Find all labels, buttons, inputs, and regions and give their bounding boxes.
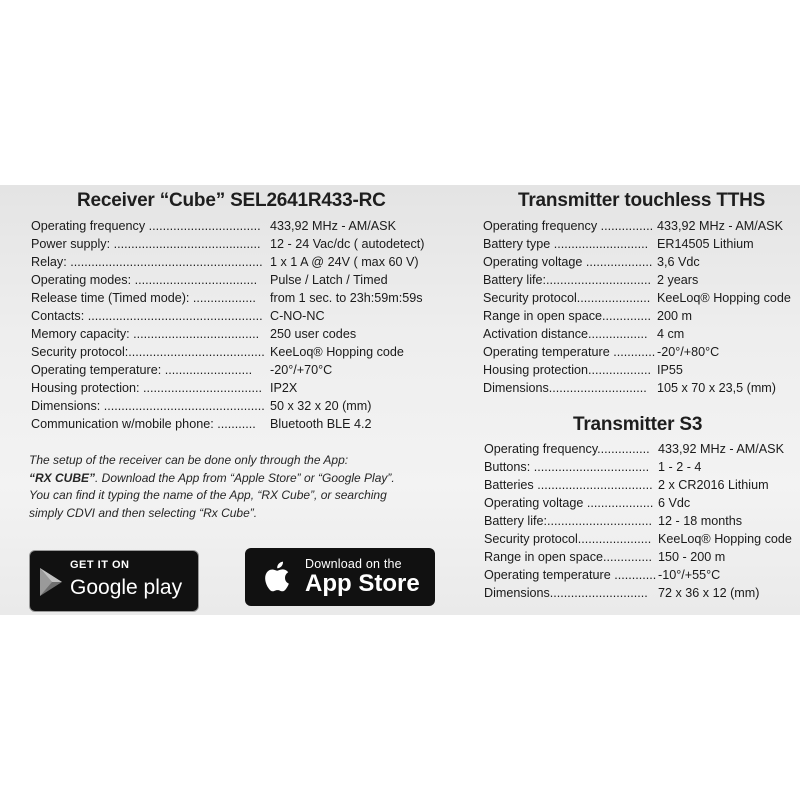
s3-spec-list [484,442,798,604]
s3-spec-label: Operating voltage ................... [484,496,654,510]
tths-spec-label: Battery life:.............................. [483,273,651,287]
tths-spec-row [483,381,798,399]
google-badge-small-text: GET IT ON [70,559,130,571]
receiver-spec-label: Release time (Timed mode): .................. [31,291,256,305]
receiver-spec-value: 50 x 32 x 20 (mm) [270,399,372,413]
s3-spec-row [484,442,798,460]
receiver-spec-row [31,381,451,399]
s3-spec-value: 2 x CR2016 Lithium [658,478,769,492]
receiver-spec-label: Contacts: .................................................. [31,309,263,323]
s3-spec-row [484,478,798,496]
receiver-spec-value: Pulse / Latch / Timed [270,273,388,287]
receiver-spec-value: Bluetooth BLE 4.2 [270,417,372,431]
s3-spec-value: 1 - 2 - 4 [658,460,702,474]
s3-spec-row [484,532,798,550]
tths-spec-row [483,291,798,309]
tths-spec-value: 3,6 Vdc [657,255,700,269]
desc-line-1: The setup of the receiver can be done only through the App: [29,453,349,467]
desc-line-3: You can find it typing the name of the App, “RX Cube”, or searching [29,488,387,502]
s3-spec-label: Operating temperature ............ [484,568,657,582]
apple-icon [261,557,295,597]
receiver-spec-row [31,291,451,309]
receiver-spec-row [31,417,451,435]
s3-spec-label: Operating frequency............... [484,442,650,456]
tths-spec-row [483,273,798,291]
tths-spec-value: 105 x 70 x 23,5 (mm) [657,381,776,395]
google-play-icon [38,567,64,597]
desc-line-2-rest: . Download the App from “Apple Store” or “Google Play”. [95,470,395,485]
setup-description [29,452,449,522]
tths-spec-value: ER14505 Lithium [657,237,754,251]
receiver-spec-value: from 1 sec. to 23h:59m:59s [270,291,423,305]
tths-spec-row [483,363,798,381]
receiver-spec-row [31,363,451,381]
s3-spec-row [484,514,798,532]
desc-line-2 [29,470,449,488]
tths-spec-label: Housing protection.................. [483,363,651,377]
s3-spec-row [484,496,798,514]
s3-spec-value: KeeLoq® Hopping code [658,532,792,546]
receiver-spec-label: Operating frequency ................................ [31,219,261,233]
tths-spec-label: Dimensions............................ [483,381,647,395]
receiver-spec-value: IP2X [270,381,298,395]
apple-badge-small-text: Download on the [305,557,402,571]
receiver-spec-row [31,309,451,327]
tths-spec-label: Security protocol..................... [483,291,651,305]
s3-spec-label: Battery life:.............................. [484,514,652,528]
s3-spec-value: 433,92 MHz - AM/ASK [658,442,784,456]
tths-spec-value: KeeLoq® Hopping code [657,291,791,305]
receiver-spec-value: 433,92 MHz - AM/ASK [270,219,396,233]
desc-line-4: simply CDVI and then selecting “Rx Cube”. [29,505,258,520]
s3-title: Transmitter S3 [573,414,703,435]
receiver-spec-row [31,399,451,417]
google-play-badge[interactable] [29,550,199,612]
receiver-spec-value: 250 user codes [270,327,357,341]
receiver-spec-value: 1 x 1 A @ 24V ( max 60 V) [270,255,419,269]
receiver-spec-row [31,345,451,363]
receiver-spec-value: KeeLoq® Hopping code [270,345,404,359]
receiver-spec-list [31,219,451,435]
receiver-title: Receiver “Cube” SEL2641R433-RC [77,190,386,211]
tths-spec-value: 2 years [657,273,699,287]
receiver-spec-label: Memory capacity: .................................... [31,327,260,341]
s3-spec-value: 150 - 200 m [658,550,726,564]
tths-spec-value: 433,92 MHz - AM/ASK [657,219,783,233]
google-badge-big-text: Google play [70,576,183,599]
s3-spec-label: Range in open space.............. [484,550,653,564]
s3-spec-label: Security protocol..................... [484,532,652,546]
s3-spec-row [484,550,798,568]
receiver-spec-row [31,255,451,273]
s3-spec-value: 72 x 36 x 12 (mm) [658,586,760,600]
receiver-spec-label: Security protocol:....................................... [31,345,265,359]
s3-spec-row [484,586,798,604]
s3-spec-label: Dimensions............................ [484,586,648,600]
s3-spec-value: 6 Vdc [658,496,691,510]
tths-spec-label: Range in open space.............. [483,309,652,323]
tths-spec-value: -20°/+80°C [657,345,720,359]
receiver-spec-label: Housing protection: .................................. [31,381,262,395]
tths-spec-value: 200 m [657,309,693,323]
tths-spec-row [483,327,798,345]
receiver-spec-row [31,327,451,345]
s3-spec-row [484,460,798,478]
receiver-spec-label: Operating modes: ................................... [31,273,258,287]
tths-spec-label: Operating voltage ................... [483,255,653,269]
tths-spec-row [483,219,798,237]
receiver-spec-label: Dimensions: .............................................. [31,399,265,413]
s3-spec-label: Buttons: ................................. [484,460,650,474]
tths-spec-label: Operating frequency ............... [483,219,654,233]
s3-spec-value: 12 - 18 months [658,514,743,528]
tths-spec-label: Battery type ........................... [483,237,649,251]
tths-spec-label: Operating temperature ............ [483,345,656,359]
app-store-badge[interactable] [245,548,435,606]
receiver-spec-row [31,219,451,237]
receiver-spec-value: -20°/+70°C [270,363,333,377]
s3-spec-label: Batteries ................................. [484,478,653,492]
receiver-spec-label: Relay: ....................................................... [31,255,263,269]
receiver-spec-label: Power supply: .......................................... [31,237,261,251]
receiver-spec-value: C-NO-NC [270,309,325,323]
app-name: “RX CUBE” [29,470,96,485]
apple-badge-big-text: App Store [305,570,420,597]
s3-spec-value: -10°/+55°C [658,568,721,582]
tths-spec-row [483,345,798,363]
receiver-spec-row [31,273,451,291]
tths-spec-value: 4 cm [657,327,685,341]
tths-spec-label: Activation distance................. [483,327,648,341]
receiver-spec-row [31,237,451,255]
s3-spec-row [484,568,798,586]
tths-spec-row [483,255,798,273]
receiver-spec-label: Operating temperature: ......................... [31,363,253,377]
tths-title: Transmitter touchless TTHS [518,190,766,211]
receiver-spec-value: 12 - 24 Vac/dc ( autodetect) [270,237,425,251]
tths-spec-row [483,309,798,327]
tths-spec-row [483,237,798,255]
receiver-spec-label: Communication w/mobile phone: ........... [31,417,256,431]
tths-spec-value: IP55 [657,363,683,377]
tths-spec-list [483,219,798,399]
